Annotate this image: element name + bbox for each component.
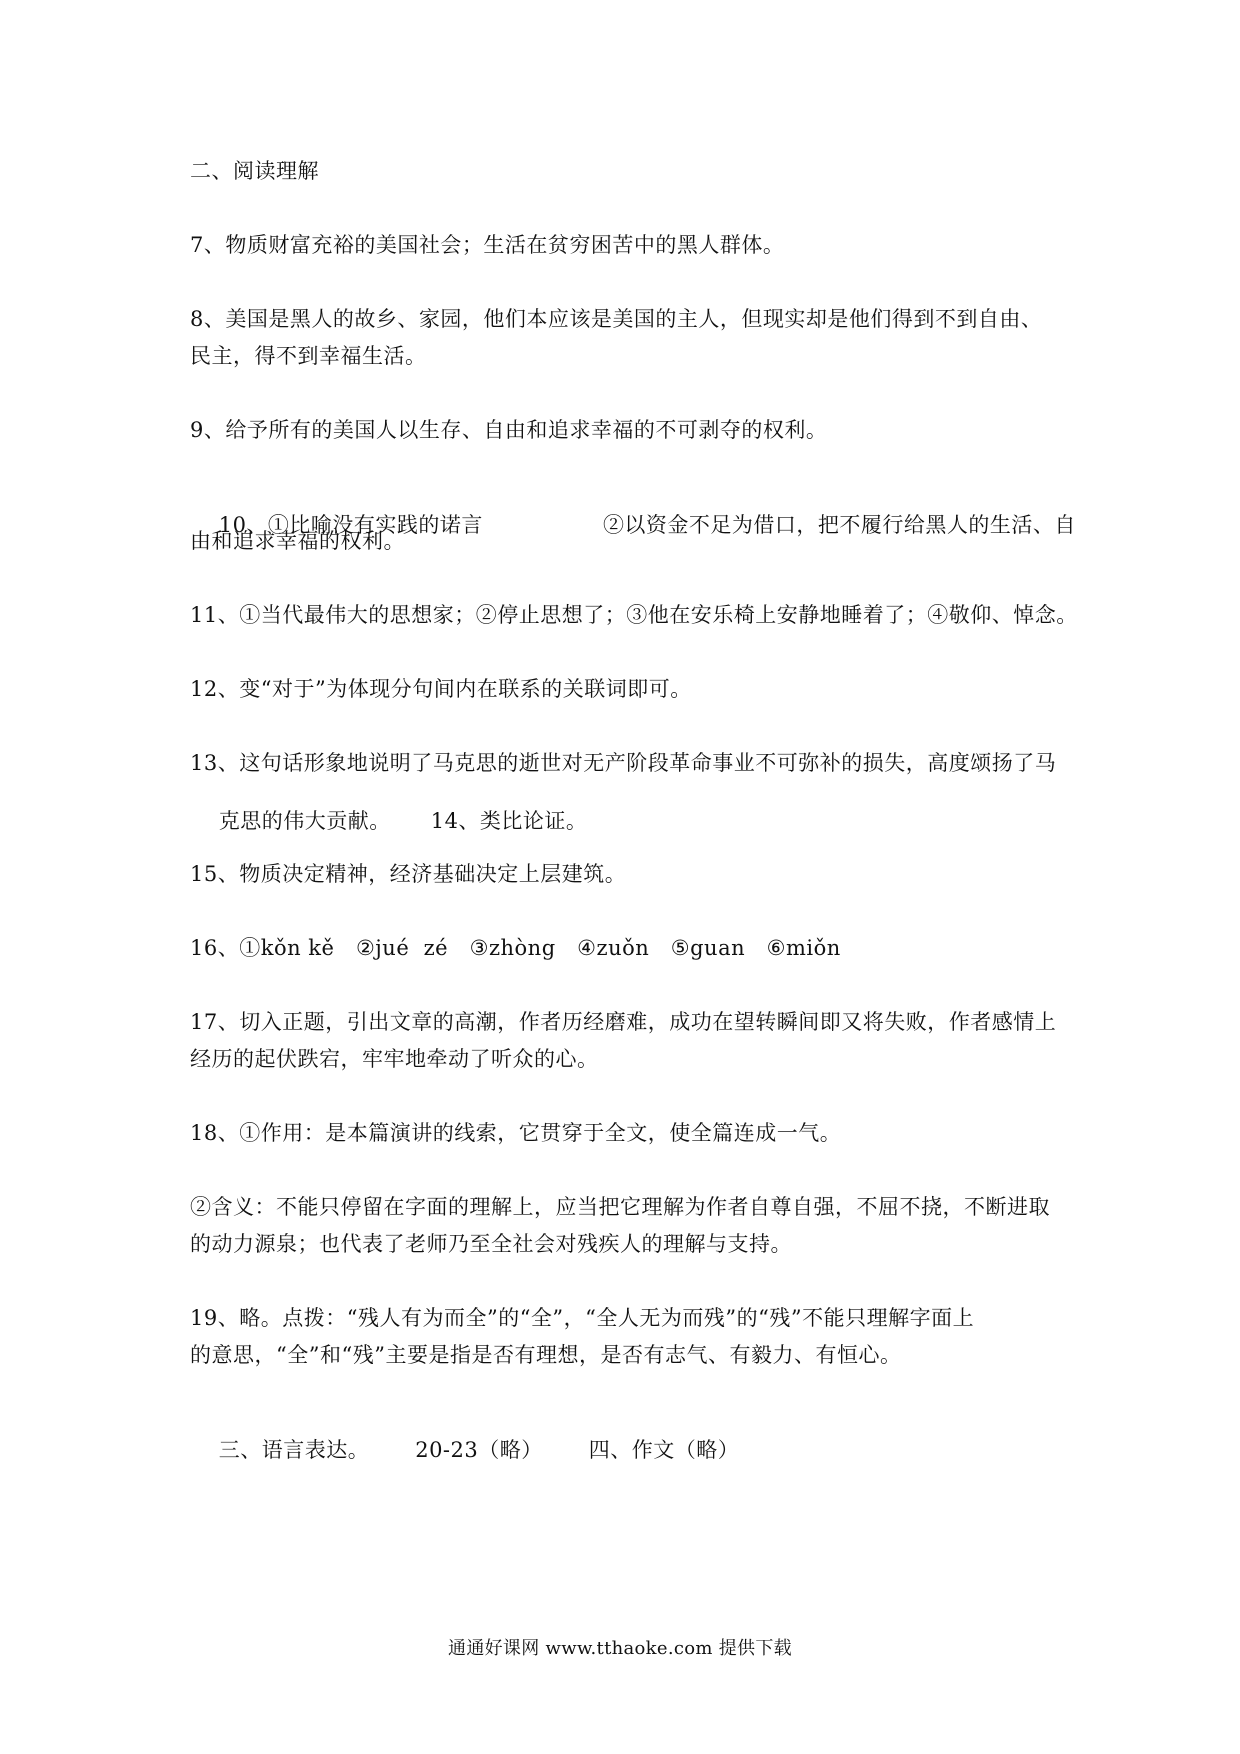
answer-19-line-1: 19、略。点拨：“残人有为而全”的“全”，“全人无为而残”的“残”不能只理解字面上	[190, 1306, 975, 1330]
answer-18-2-line-2: 的动力源泉；也代表了老师乃至全社会对残疾人的理解与支持。	[190, 1232, 792, 1256]
answer-17-line-2: 经历的起伏跌宕，牢牢地牵动了听众的心。	[190, 1047, 599, 1071]
answer-9: 9、给予所有的美国人以生存、自由和追求幸福的不可剥夺的权利。	[190, 418, 828, 442]
answer-11: 11、①当代最伟大的思想家；②停止思想了；③他在安乐椅上安静地睡着了；④敬仰、悼念。	[190, 603, 1078, 627]
answer-10-part-2: ②以资金不足为借口，把不履行给黑人的生活、自	[602, 513, 1076, 537]
answer-15: 15、物质决定精神，经济基础决定上层建筑。	[190, 862, 627, 886]
answer-19-line-2: 的意思，“全”和“残”主要是指是否有理想，是否有志气、有毅力、有恒心。	[190, 1343, 902, 1367]
answer-8-line-1: 8、美国是黑人的故乡、家园，他们本应该是美国的主人，但现实却是他们得到不到自由、	[190, 307, 1043, 331]
answer-8-line-2: 民主，得不到幸福生活。	[190, 344, 427, 368]
answer-12: 12、变“对于”为体现分句间内在联系的关联词即可。	[190, 677, 692, 701]
section-heading-writing: 四、作文（略）	[588, 1438, 740, 1462]
answer-10-part-1: 10、①比喻没有实践的诺言	[218, 513, 483, 537]
section-language-writing	[190, 1419, 739, 1482]
section-heading-reading: 二、阅读理解	[190, 159, 319, 183]
answer-18-1: 18、①作用：是本篇演讲的线索，它贯穿于全文，使全篇连成一气。	[190, 1121, 842, 1145]
answer-18-2-line-1: ②含义：不能只停留在字面的理解上，应当把它理解为作者自尊自强，不屈不挠，不断进取	[190, 1195, 1050, 1219]
answer-16: 16、①kǒn kě ②jué zé ③zhòng ④zuǒn ⑤guan ⑥miǒn	[190, 936, 841, 960]
page-footer: 通通好课网 www.tthaoke.com 提供下载	[448, 1638, 792, 1659]
answer-13-line-1: 13、这句话形象地说明了马克思的逝世对无产阶段革命事业不可弥补的损失，高度颂扬了马	[190, 751, 1057, 775]
answer-10-line-2: 由和追求幸福的权利。	[190, 529, 405, 553]
section-language-items: 20-23（略）	[415, 1438, 543, 1462]
answer-13-line-2-text: 克思的伟大贡献。	[218, 809, 391, 833]
answer-17-line-1: 17、切入正题，引出文章的高潮，作者历经磨难，成功在望转瞬间即又将失败，作者感情上	[190, 1010, 1057, 1034]
answer-14: 14、类比论证。	[430, 809, 588, 833]
answer-13-line-2	[190, 790, 587, 853]
section-heading-language: 三、语言表达。	[218, 1438, 370, 1462]
answer-7: 7、物质财富充裕的美国社会；生活在贫穷困苦中的黑人群体。	[190, 233, 785, 257]
